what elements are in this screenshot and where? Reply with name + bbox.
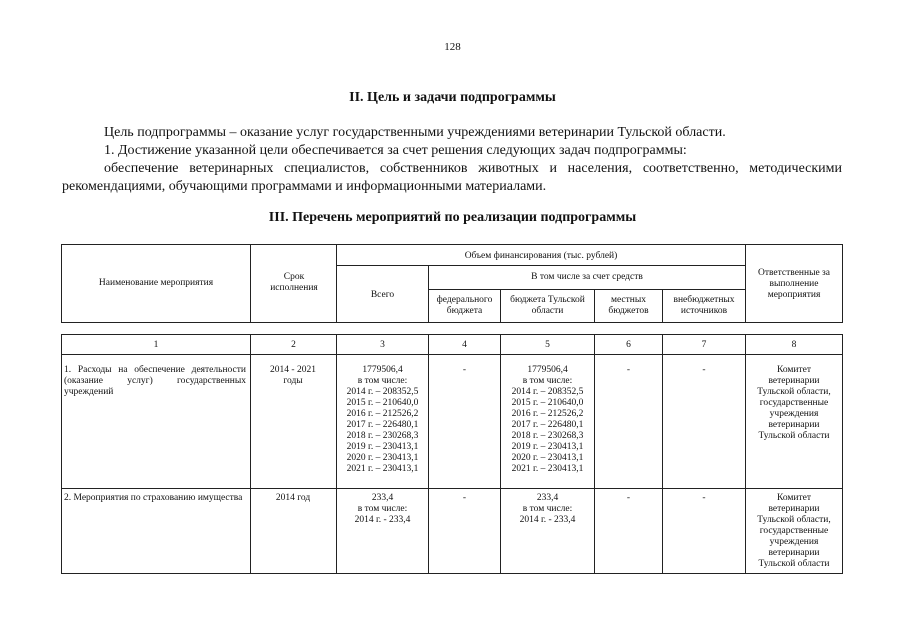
row-name: 1. Расходы на обеспечение деятельности (оказание услуг) государственных учреждений xyxy=(64,365,246,397)
header-federal: федерального бюджета xyxy=(436,295,493,316)
row-name: 2. Мероприятия по страхованию имущества xyxy=(64,493,243,503)
goal-paragraph: Цель подпрограммы – оказание услуг государственными учреждениями ветеринарии Тульской области. xyxy=(104,125,726,140)
row-extra: - xyxy=(702,493,706,503)
row-federal: - xyxy=(462,365,467,375)
col-number-8: 8 xyxy=(791,340,797,350)
row-responsible: Комитет ветеринарии Тульской области, государственные учреждения ветеринарии Тульской области xyxy=(757,365,831,441)
section-3-title: III. Перечень мероприятий по реализации подпрограммы xyxy=(268,210,637,225)
row-local: - xyxy=(626,493,631,503)
header-regional: бюджета Тульской области xyxy=(510,295,585,316)
header-responsible: Ответственные за выполнение мероприятия xyxy=(757,268,831,300)
row-responsible: Комитет ветеринарии Тульской области, государственные учреждения ветеринарии Тульской области xyxy=(757,493,831,569)
col-number-5: 5 xyxy=(545,340,550,350)
col-number-2: 2 xyxy=(291,340,296,350)
col-number-4: 4 xyxy=(462,340,467,350)
col-number-7: 7 xyxy=(701,340,707,350)
row-total: 233,4 в том числе: 2014 г. - 233,4 xyxy=(354,493,411,525)
header-including: В том числе за счет средств xyxy=(531,272,643,282)
header-funding: Объем финансирования (тыс. рублей) xyxy=(464,251,618,261)
row-federal: - xyxy=(462,493,467,503)
task-detail-paragraph: обеспечение ветеринарных специалистов, собственников животных и населения, соответственно, методическими рекомендациями, обучающими программами и информационными материалами. xyxy=(62,161,842,194)
header-extra: внебюджетных источников xyxy=(673,295,735,316)
section-2-title: II. Цель и задачи подпрограммы xyxy=(349,90,556,105)
col-number-3: 3 xyxy=(380,340,385,350)
task-paragraph: 1. Достижение указанной цели обеспечивается за счет решения следующих задач подпрограммы: xyxy=(104,143,687,158)
header-term: Срок исполнения xyxy=(270,272,318,293)
page-number: 128 xyxy=(444,41,461,53)
row-regional: 233,4 в том числе: 2014 г. - 233,4 xyxy=(519,493,576,525)
row-regional: 1779506,4 в том числе: 2014 г. – 208352,5 2015 г. – 210640,0 2016 г. – 212526,2 2017 г. – 226480,1 2018 г. – 230268,3 2019 г. – 230413,1 2020 г. – 230413,1 2021 г. – 230413,1 xyxy=(511,365,584,474)
header-total: Всего xyxy=(370,290,395,300)
row-extra: - xyxy=(702,365,706,375)
row-total: 1779506,4 в том числе: 2014 г. – 208352,5 2015 г. – 210640,0 2016 г. – 212526,2 2017 г. – 226480,1 2018 г. – 230268,3 2019 г. – 230413,1 2020 г. – 230413,1 2021 г. – 230413,1 xyxy=(346,365,419,474)
header-local: местных бюджетов xyxy=(608,295,649,316)
row-term: 2014 - 2021 годы xyxy=(270,365,316,386)
col-number-1: 1 xyxy=(153,340,159,350)
col-number-6: 6 xyxy=(626,340,631,350)
row-term: 2014 год xyxy=(275,493,311,503)
row-local: - xyxy=(626,365,631,375)
header-name: Наименование мероприятия xyxy=(98,278,214,288)
